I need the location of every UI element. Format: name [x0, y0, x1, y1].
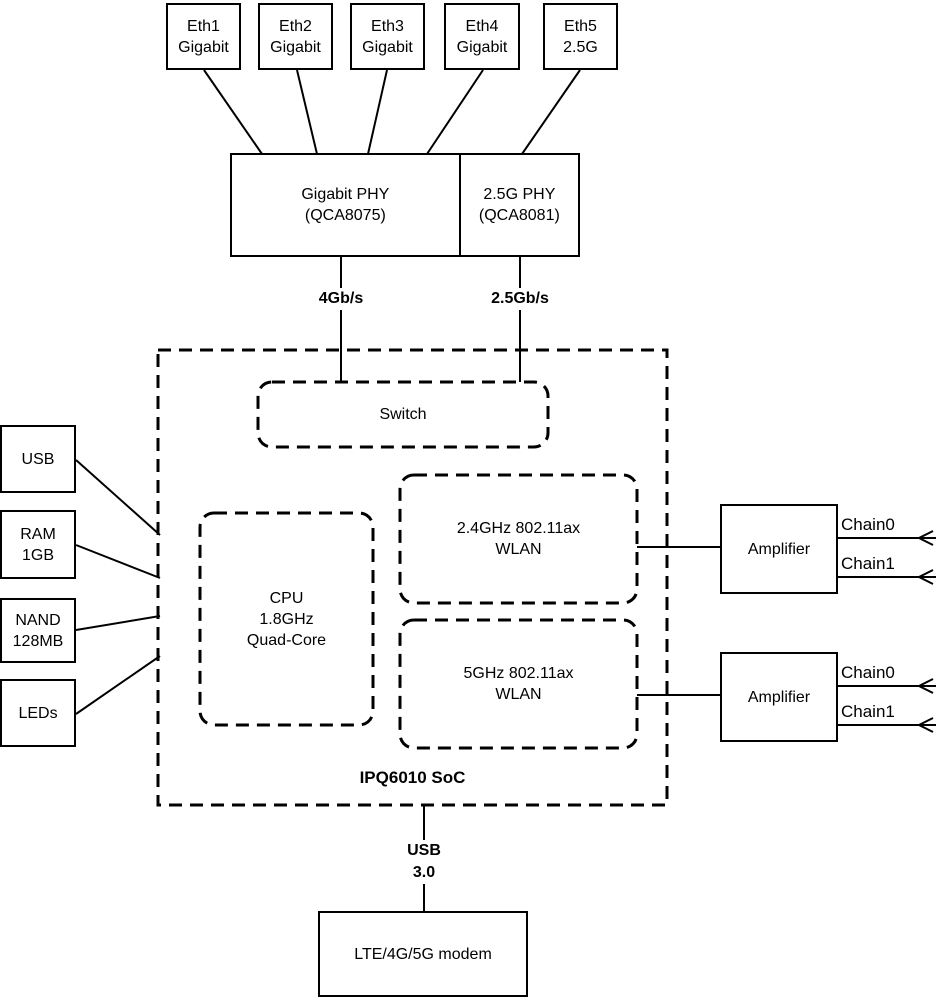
2-5g-phy — [459, 155, 578, 255]
usb3-link-label-line2: 3.0 — [412, 864, 436, 881]
nand-soc-link — [76, 616, 160, 630]
eth-port-1 — [166, 3, 241, 70]
cpu-label — [200, 513, 373, 725]
soc-name-label: IPQ6010 SoC — [359, 768, 466, 787]
nand-box — [0, 598, 76, 663]
ram-label: RAM — [20, 525, 56, 543]
switch-text: Switch — [379, 406, 427, 423]
eth-port-2-name: Eth2 — [279, 17, 312, 35]
eth-port-5 — [543, 3, 618, 70]
amp2-chain0-label: Chain0 — [841, 663, 895, 682]
eth5-phy-link — [522, 70, 580, 154]
eth-port-1-speed: Gigabit — [178, 38, 229, 56]
phy-block — [230, 153, 580, 257]
nand-size: 128MB — [12, 632, 64, 650]
usb-soc-link — [76, 460, 160, 535]
wlan-5-band: 5GHz 802.11ax — [463, 665, 574, 682]
wlan-24-label — [400, 475, 637, 603]
cpu-clock: 1.8GHz — [259, 610, 314, 628]
amplifier-1-box — [720, 504, 838, 594]
wlan-24-text: WLAN — [495, 541, 542, 558]
2-5g-phy-part: (QCA8081) — [478, 207, 560, 224]
amplifier-2-box — [720, 652, 838, 742]
usb3-link-label-line1: USB — [407, 842, 441, 859]
2-5g-phy-name: 2.5G PHY — [483, 186, 556, 203]
gigabit-phy-name: Gigabit PHY — [301, 186, 390, 203]
leds-box — [0, 679, 76, 747]
eth-port-4 — [444, 3, 520, 70]
amplifier-1-label: Amplifier — [747, 540, 811, 558]
cpu-text: CPU — [269, 589, 304, 607]
leds-label: LEDs — [18, 704, 58, 722]
gigabit-phy-part: (QCA8075) — [304, 207, 386, 224]
eth-port-3-speed: Gigabit — [362, 38, 413, 56]
modem-box — [318, 911, 528, 997]
eth-port-4-name: Eth4 — [465, 17, 499, 35]
usb3-link-label — [404, 840, 444, 884]
amp1-chain1-label: Chain1 — [841, 554, 895, 573]
eth-port-1-name: Eth1 — [187, 17, 220, 35]
eth-port-4-speed: Gigabit — [456, 38, 508, 56]
amp2-chain1-label: Chain1 — [841, 702, 895, 721]
usb-peripheral-box — [0, 425, 76, 493]
usb-peripheral-label: USB — [21, 450, 55, 468]
eth-port-2-speed: Gigabit — [270, 38, 321, 56]
eth-port-5-speed: 2.5G — [563, 38, 598, 56]
leds-soc-link — [76, 656, 160, 714]
ram-soc-link — [76, 545, 160, 578]
nand-label: NAND — [15, 611, 61, 629]
ram-box — [0, 510, 76, 579]
eth-port-3 — [350, 3, 425, 70]
switch-label — [258, 382, 548, 447]
cpu-cores: Quad-Core — [246, 631, 327, 649]
eth2-phy-link — [297, 70, 317, 154]
2-5g-bandwidth-label: 2.5Gb/s — [488, 288, 552, 310]
eth-port-2 — [258, 3, 333, 70]
amplifier-2-label: Amplifier — [747, 688, 811, 706]
eth-port-5-name: Eth5 — [564, 17, 597, 35]
ram-size: 1GB — [21, 546, 54, 564]
eth3-phy-link — [368, 70, 387, 154]
eth-port-3-name: Eth3 — [371, 17, 404, 35]
modem-label: LTE/4G/5G modem — [354, 945, 492, 963]
gigabit-phy — [232, 155, 459, 255]
eth1-phy-link — [204, 70, 262, 154]
wlan-24-band: 2.4GHz 802.11ax — [456, 520, 581, 537]
wlan-5-label — [400, 620, 637, 748]
eth4-phy-link — [427, 70, 483, 154]
amp1-chain0-label: Chain0 — [841, 515, 895, 534]
wlan-5-text: WLAN — [495, 686, 542, 703]
gigabit-bandwidth-label: 4Gb/s — [316, 288, 366, 310]
